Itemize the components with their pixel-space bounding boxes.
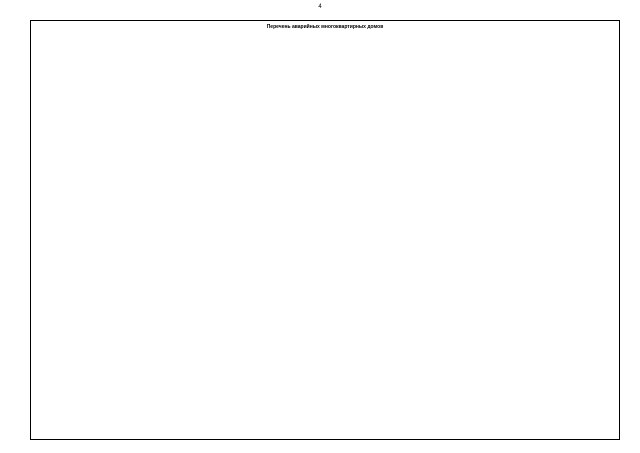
- table-title: Перечень аварийных многоквартирных домов: [266, 24, 384, 30]
- table-frame: [30, 20, 620, 440]
- page-number: 4: [318, 4, 322, 10]
